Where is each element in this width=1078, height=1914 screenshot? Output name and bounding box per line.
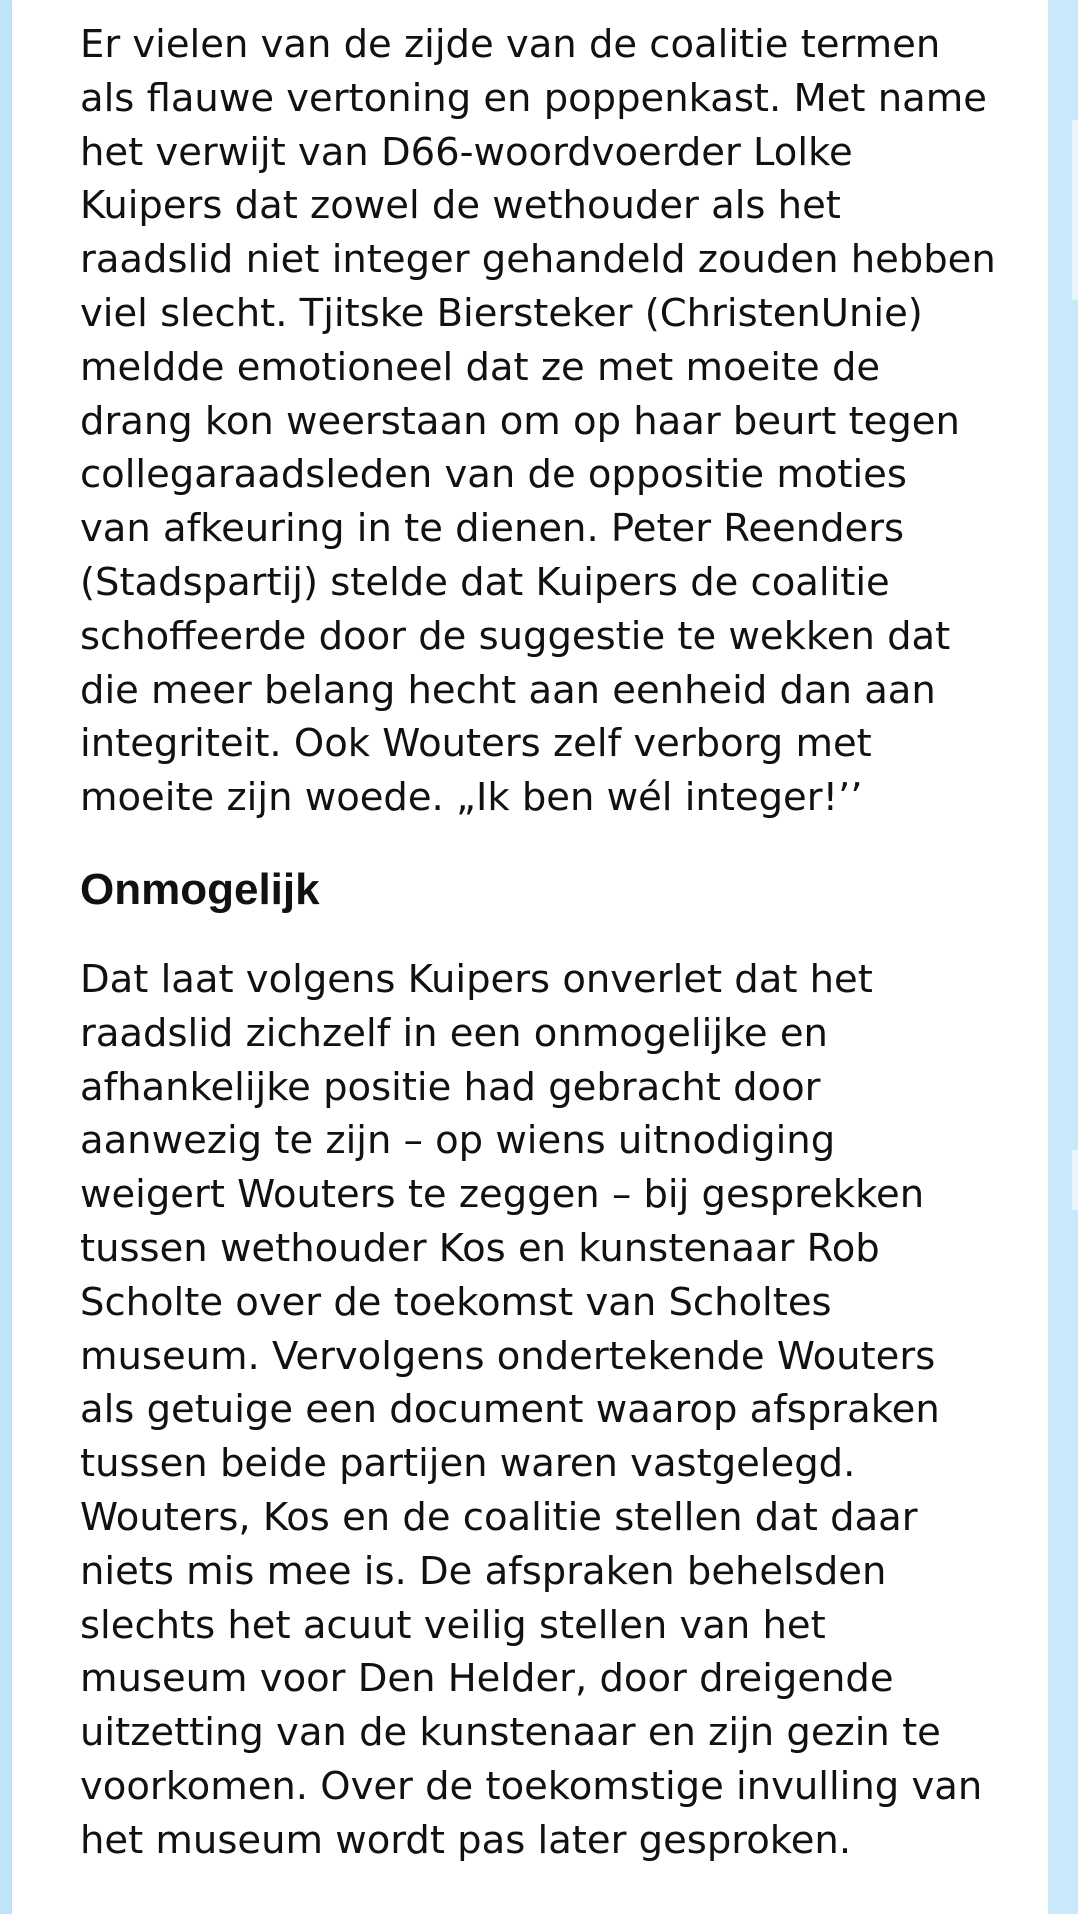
side-decoration <box>1072 1150 1078 1210</box>
article-body <box>80 18 1010 1868</box>
article-paragraph-2: Dat laat volgens Kuipers onverlet dat het raadslid zichzelf in een onmogelijke en afhankelijke positie had gebracht door aanwezig te zijn – op wiens uitnodiging weigert Wouters te zeggen – bij gesprekken tussen wethouder Kos en kunstenaar Rob Scholte over de toekomst van Scholtes museum. Vervolgens ondertekende Wouters als getuige een document waarop afspraken tussen beide partijen waren vastgelegd. Wouters, Kos en de coalitie stellen dat daar niets mis mee is. De afspraken behelsden slechts het acuut veilig stellen van het museum voor Den Helder, door dreigende uitzetting van de kunstenaar en zijn gezin te voorkomen. Over de toekomstige invulling van het museum wordt pas later gesproken. <box>80 956 983 1863</box>
article-paragraph-1: Er vielen van de zijde van de coalitie termen als flauwe vertoning en poppenkast. Met name het verwijt van D66-woordvoerder Lolke Kuipers dat zowel de wethouder als het raadslid niet integer gehandeld zouden hebben viel slecht. Tjitske Biersteker (ChristenUnie) meldde emotioneel dat ze met moeite de drang kon weerstaan om op haar beurt tegen collegaraadsleden van de oppositie moties van afkeuring in te dienen. Peter Reenders (Stadspartij) stelde dat Kuipers de coalitie schoffeerde door de suggestie te wekken dat die meer belang hecht aan eenheid dan aan integriteit. Ook Wouters zelf verborg met moeite zijn woede. „Ik ben wél integer!’’ <box>80 22 996 821</box>
section-heading: Onmogelijk <box>80 864 320 914</box>
left-background-strip <box>0 0 12 1914</box>
article-panel <box>12 0 1048 1914</box>
right-background-strip <box>1048 0 1078 1914</box>
side-decoration <box>1072 120 1078 300</box>
